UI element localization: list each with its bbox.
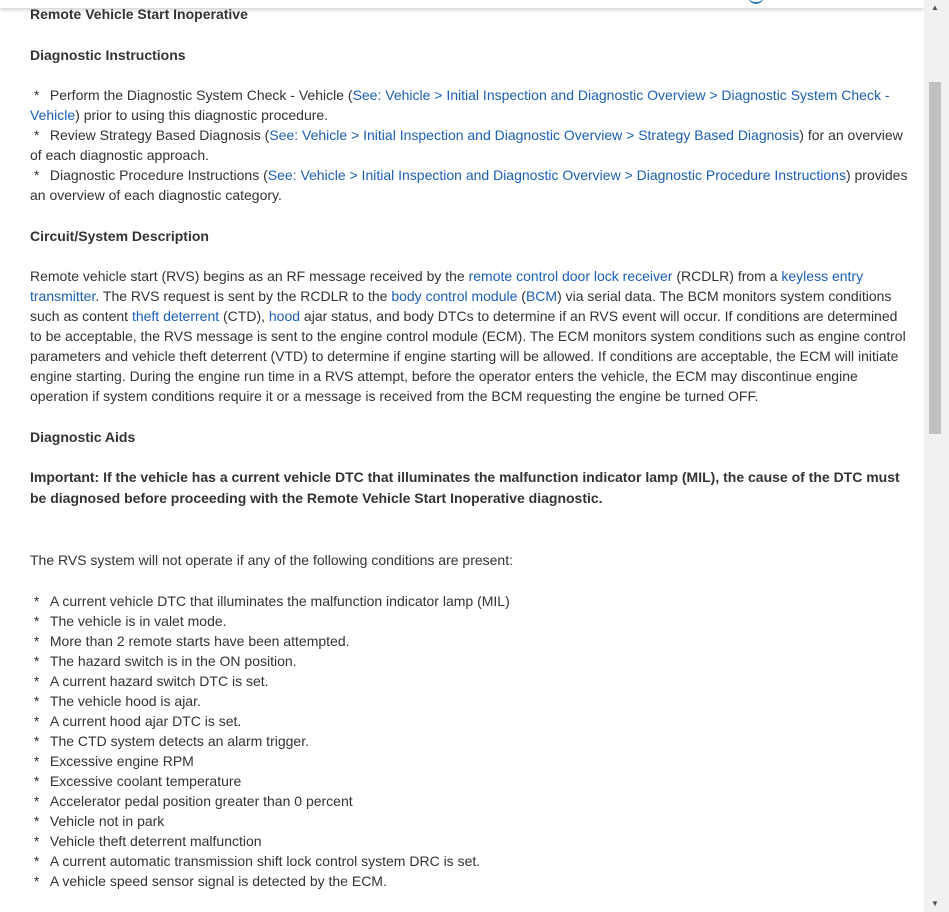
link-diagnostic-procedure-instructions[interactable]: See: Vehicle > Initial Inspection and Diagnostic Overview > Diagnostic Procedure Instructions bbox=[267, 167, 846, 183]
scrollbar-thumb[interactable] bbox=[929, 82, 941, 434]
vertical-scrollbar[interactable] bbox=[924, 0, 949, 912]
list-item: * Review Strategy Based Diagnosis (See: Vehicle > Initial Inspection and Diagnostic Overview > Strategy Based Diagnosis) for an overview of each diagnostic approach. bbox=[30, 127, 903, 163]
condition-item: * The hazard switch is in the ON position. bbox=[33, 652, 297, 669]
conditions-intro: The RVS system will not operate if any of the following conditions are present: bbox=[30, 552, 513, 568]
condition-item: * The CTD system detects an alarm trigger. bbox=[33, 732, 309, 749]
link-diagnostic-system-check[interactable]: See: Vehicle > Initial Inspection and Diagnostic Overview > Diagnostic System Check - Vehicle bbox=[30, 87, 890, 123]
link-strategy-based-diagnosis[interactable]: See: Vehicle > Initial Inspection and Diagnostic Overview > Strategy Based Diagnosis bbox=[269, 127, 800, 143]
condition-item: * A current automatic transmission shift lock control system DRC is set. bbox=[33, 852, 481, 869]
condition-item: * A vehicle speed sensor signal is detected by the ECM. bbox=[33, 872, 387, 889]
condition-item: * More than 2 remote starts have been attempted. bbox=[33, 632, 350, 649]
condition-item: * Vehicle theft deterrent malfunction bbox=[33, 832, 262, 849]
circuit-description: Remote vehicle start (RVS) begins as an RF message received by the remote control door lock receiver (RCDLR) from a keyless entry transmitter. The RVS request is sent by the RCDLR to the body control module (BCM) via serial data. The BCM monitors system conditions such as content theft deterrent (CTD), hood ajar status, and body DTCs to determine if an RVS event will occur. If conditions are determined to be acceptable, the RVS message is sent to the engine control module (ECM). The ECM monitors system conditions such as engine control parameters and vehicle theft deterrent (VTD) to determine if engine starting will be allowed. If conditions are acceptable, the ECM will initiate engine starting. During the engine run time in a RVS attempt, before the operator enters the vehicle, the ECM may discontinue engine operation if system conditions require it or a message is received from the BCM requesting the engine be turned OFF. bbox=[30, 268, 906, 404]
scroll-down-icon[interactable]: ▼ bbox=[931, 899, 939, 908]
condition-item: * A current vehicle DTC that illuminates the malfunction indicator lamp (MIL) bbox=[33, 592, 510, 609]
condition-item: * Accelerator pedal position greater than 0 percent bbox=[33, 792, 353, 809]
condition-item: * Excessive coolant temperature bbox=[33, 772, 242, 789]
condition-item: * Excessive engine RPM bbox=[33, 752, 194, 769]
list-item: * Perform the Diagnostic System Check - Vehicle (See: Vehicle > Initial Inspection and Diagnostic Overview > Diagnostic System Check - Vehicle) prior to using this diagnostic procedure. bbox=[30, 87, 890, 123]
condition-item: * A current hood ajar DTC is set. bbox=[33, 712, 242, 729]
link-keyless-entry-transmitter[interactable]: keyless entry transmitter bbox=[30, 268, 864, 304]
section-heading-diagnostic-aids: Diagnostic Aids bbox=[30, 428, 136, 445]
important-note: Important: If the vehicle has a current vehicle DTC that illuminates the malfunction indicator lamp (MIL), the cause of the DTC must be diagnosed before proceeding with the Remote Vehicle Start Inoperative diagnostic. bbox=[30, 469, 900, 506]
condition-item: * A current hazard switch DTC is set. bbox=[33, 672, 269, 689]
condition-item: * The vehicle is in valet mode. bbox=[33, 612, 227, 629]
article-content bbox=[30, 4, 908, 891]
scroll-up-icon[interactable]: ▲ bbox=[931, 3, 939, 12]
link-theft-deterrent[interactable]: theft deterrent bbox=[131, 308, 220, 324]
section-heading-circuit: Circuit/System Description bbox=[30, 227, 209, 244]
page-title: Remote Vehicle Start Inoperative bbox=[30, 6, 248, 22]
conditions-list bbox=[30, 591, 908, 891]
link-rcdlr[interactable]: remote control door lock receiver bbox=[468, 268, 673, 284]
list-item: * Diagnostic Procedure Instructions (See: Vehicle > Initial Inspection and Diagnostic Overview > Diagnostic Procedure Instructions) provides an overview of each diagnostic category. bbox=[30, 167, 908, 203]
section-heading-diagnostic-instructions: Diagnostic Instructions bbox=[30, 46, 186, 63]
link-bcm[interactable]: BCM bbox=[525, 288, 558, 304]
link-hood[interactable]: hood bbox=[268, 308, 301, 324]
condition-item: * The vehicle hood is ajar. bbox=[33, 692, 201, 709]
condition-item: * Vehicle not in park bbox=[33, 812, 165, 829]
link-body-control-module[interactable]: body control module bbox=[391, 288, 518, 304]
